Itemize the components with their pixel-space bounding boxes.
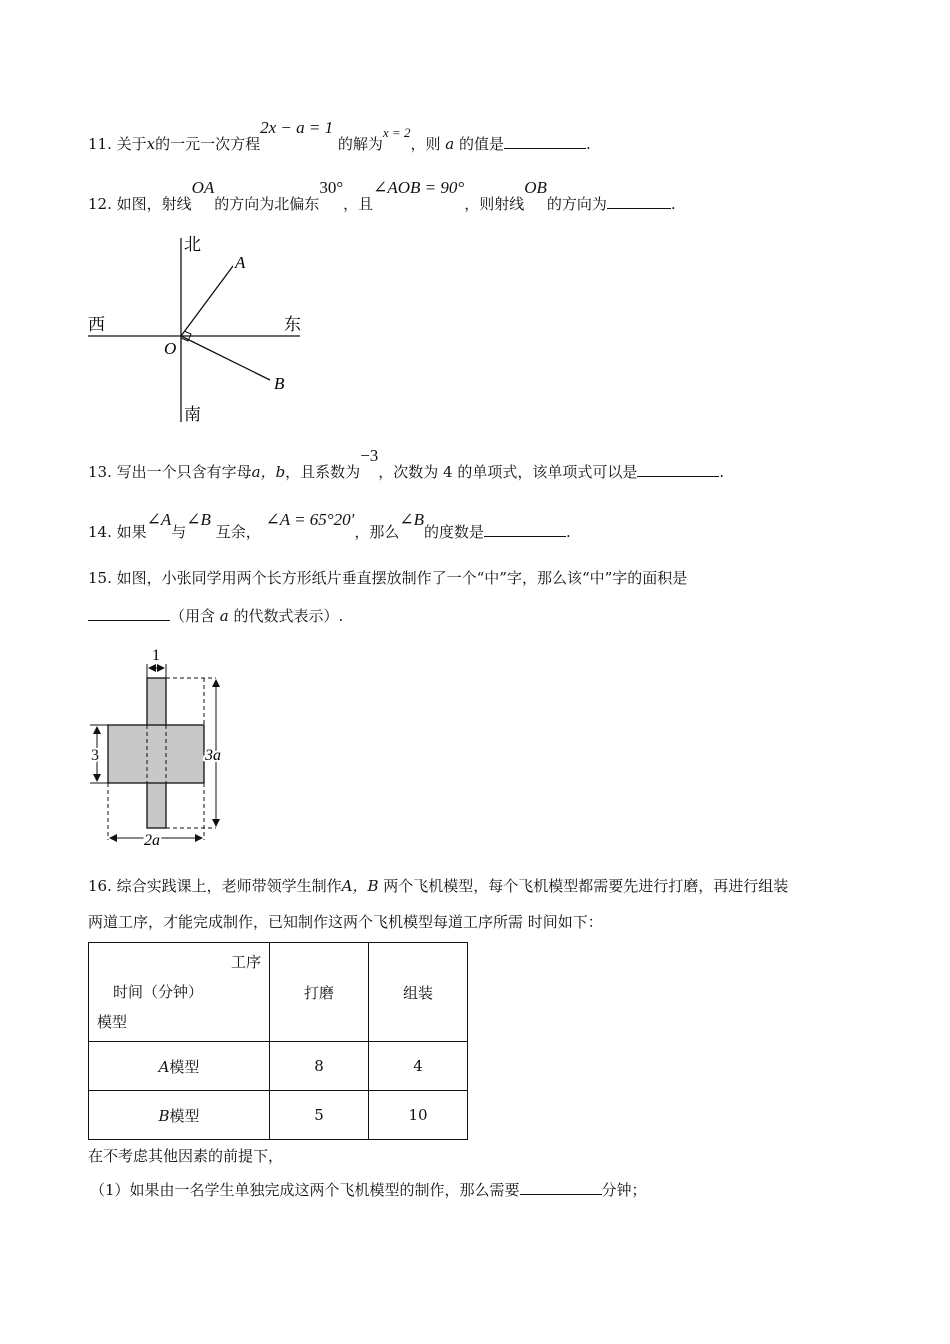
question-15-line-2 [88, 606, 343, 626]
row-a-letter: A [158, 1057, 170, 1076]
label-north: 北 [184, 235, 201, 255]
q12-angle-30: 30° [319, 178, 344, 197]
q16-prefix: 16. 综合实践课上，老师带领学生制作 [88, 877, 342, 895]
label-a: A [235, 253, 246, 272]
table-header-polish: 打磨 [270, 943, 369, 1042]
question-16-line-2 [88, 912, 603, 932]
sub1-answer-blank[interactable] [520, 1180, 602, 1195]
q13-letters: a，b [251, 463, 286, 481]
q11-end: . [586, 135, 591, 153]
q13-coefficient: −3 [360, 446, 379, 465]
question-13 [88, 446, 725, 482]
q14-text-2: 互余， [215, 523, 261, 541]
question-16-line-1 [88, 876, 788, 896]
corner-mid-label: 时间（分钟） [113, 983, 204, 1001]
q14-answer-blank[interactable] [484, 522, 566, 537]
row-b-label: 模型 [169, 1106, 200, 1125]
q13-prefix: 13. 写出一个只含有字母 [88, 463, 252, 481]
q16-models: A，B [341, 877, 379, 895]
q11-solution: x = 2 [382, 125, 411, 140]
q14-text-1: 与 [171, 523, 187, 541]
q12-text-3: ，则射线 [464, 195, 525, 213]
sub1-suffix: 分钟； [601, 1181, 647, 1199]
q15-var-a: a [219, 607, 229, 625]
table-row [89, 1091, 468, 1140]
q13-end: . [719, 463, 725, 481]
zhong-figure [80, 640, 250, 855]
question-15-line-1 [88, 568, 687, 588]
q15-answer-blank[interactable] [88, 606, 170, 621]
horizontal-strip [108, 725, 204, 783]
label-o: O [164, 339, 177, 358]
q13-suffix: ，次数为 4 的单项式，该单项式可以是 [378, 463, 638, 481]
corner-top-label: 工序 [230, 953, 261, 971]
q15-text-2: （用含 [170, 607, 216, 625]
q14-angle-a: ∠A [146, 510, 172, 529]
q14-prefix: 14. 如果 [88, 523, 147, 541]
sub1-prefix: （1）如果由一名学生单独完成这两个飞机模型的制作，那么需要 [90, 1181, 520, 1199]
after-table-text: 在不考虑其他因素的前提下， [88, 1147, 284, 1165]
q13-text-1: ，且系数为 [285, 463, 361, 481]
q14-angle-a-value: ∠A = 65°20′ [265, 510, 355, 529]
sub-question-1 [90, 1180, 647, 1200]
compass-figure [80, 230, 320, 430]
q11-suffix: 的值是 [458, 135, 504, 153]
q12-answer-blank[interactable] [607, 194, 671, 209]
q15-text-3: 的代数式表示）. [233, 607, 344, 625]
label-west: 西 [88, 315, 105, 335]
question-12 [88, 178, 676, 214]
table-corner-cell [89, 943, 270, 1042]
ray-oa [181, 266, 233, 336]
dim-left-label: 3 [91, 747, 99, 764]
q11-text-3: ，则 [410, 135, 441, 153]
q16-text-1: 两个飞机模型，每个飞机模型都需要先进行打磨，再进行组装 [383, 877, 789, 895]
q14-text-3: ，那么 [354, 523, 400, 541]
question-11 [88, 118, 591, 155]
dim-top-label: 1 [152, 647, 160, 664]
q12-angle-aob: ∠AOB = 90° [373, 178, 465, 197]
table-cell: 10 [369, 1091, 468, 1140]
table-cell: 5 [270, 1091, 369, 1140]
label-east: 东 [284, 315, 301, 335]
q11-var-x: x [146, 135, 156, 153]
q12-ray-ob: OB [524, 178, 547, 197]
table-cell: 8 [270, 1042, 369, 1091]
ray-ob [181, 336, 270, 380]
q14-suffix: 的度数是 [423, 523, 484, 541]
q12-end: . [670, 195, 676, 213]
q15-text: 15. 如图，小张同学用两个长方形纸片垂直摆放制作了一个“中”字，那么该“中”字的面积是 [88, 569, 688, 587]
q14-angle-b-2: ∠B [399, 510, 424, 529]
q11-equation: 2x − a = 1 [260, 118, 334, 137]
q12-prefix: 12. 如图，射线 [88, 195, 192, 213]
q11-answer-blank[interactable] [504, 134, 586, 149]
row-b-letter: B [158, 1106, 170, 1125]
table-header-row [89, 943, 468, 1042]
dim-right-label: 3a [205, 747, 221, 764]
q11-prefix: 11. 关于 [88, 135, 147, 153]
q14-end: . [565, 523, 571, 541]
dim-bottom-label: 2a [144, 832, 160, 849]
q11-text-1: 的一元一次方程 [155, 135, 261, 153]
question-14 [88, 510, 571, 542]
table-row-label [89, 1042, 270, 1091]
q12-suffix: 的方向为 [546, 195, 607, 213]
time-table [88, 942, 468, 1140]
q12-ray-oa: OA [191, 178, 215, 197]
row-a-label: 模型 [169, 1057, 200, 1076]
q13-answer-blank[interactable] [637, 462, 719, 477]
q12-text-2: ，且 [343, 195, 374, 213]
q16-text-2: 两道工序，才能完成制作，已知制作这两个飞机模型每道工序所需 时间如下： [88, 913, 603, 931]
q11-var-a: a [445, 135, 455, 153]
q14-angle-b: ∠B [186, 510, 211, 529]
table-header-assemble: 组装 [369, 943, 468, 1042]
label-b: B [274, 374, 285, 393]
table-row [89, 1042, 468, 1091]
q12-text-1: 的方向为北偏东 [214, 195, 320, 213]
table-row-label [89, 1091, 270, 1140]
q11-text-2: 的解为 [337, 135, 383, 153]
label-south: 南 [184, 405, 201, 425]
table-cell: 4 [369, 1042, 468, 1091]
corner-bottom-label: 模型 [97, 1013, 128, 1031]
